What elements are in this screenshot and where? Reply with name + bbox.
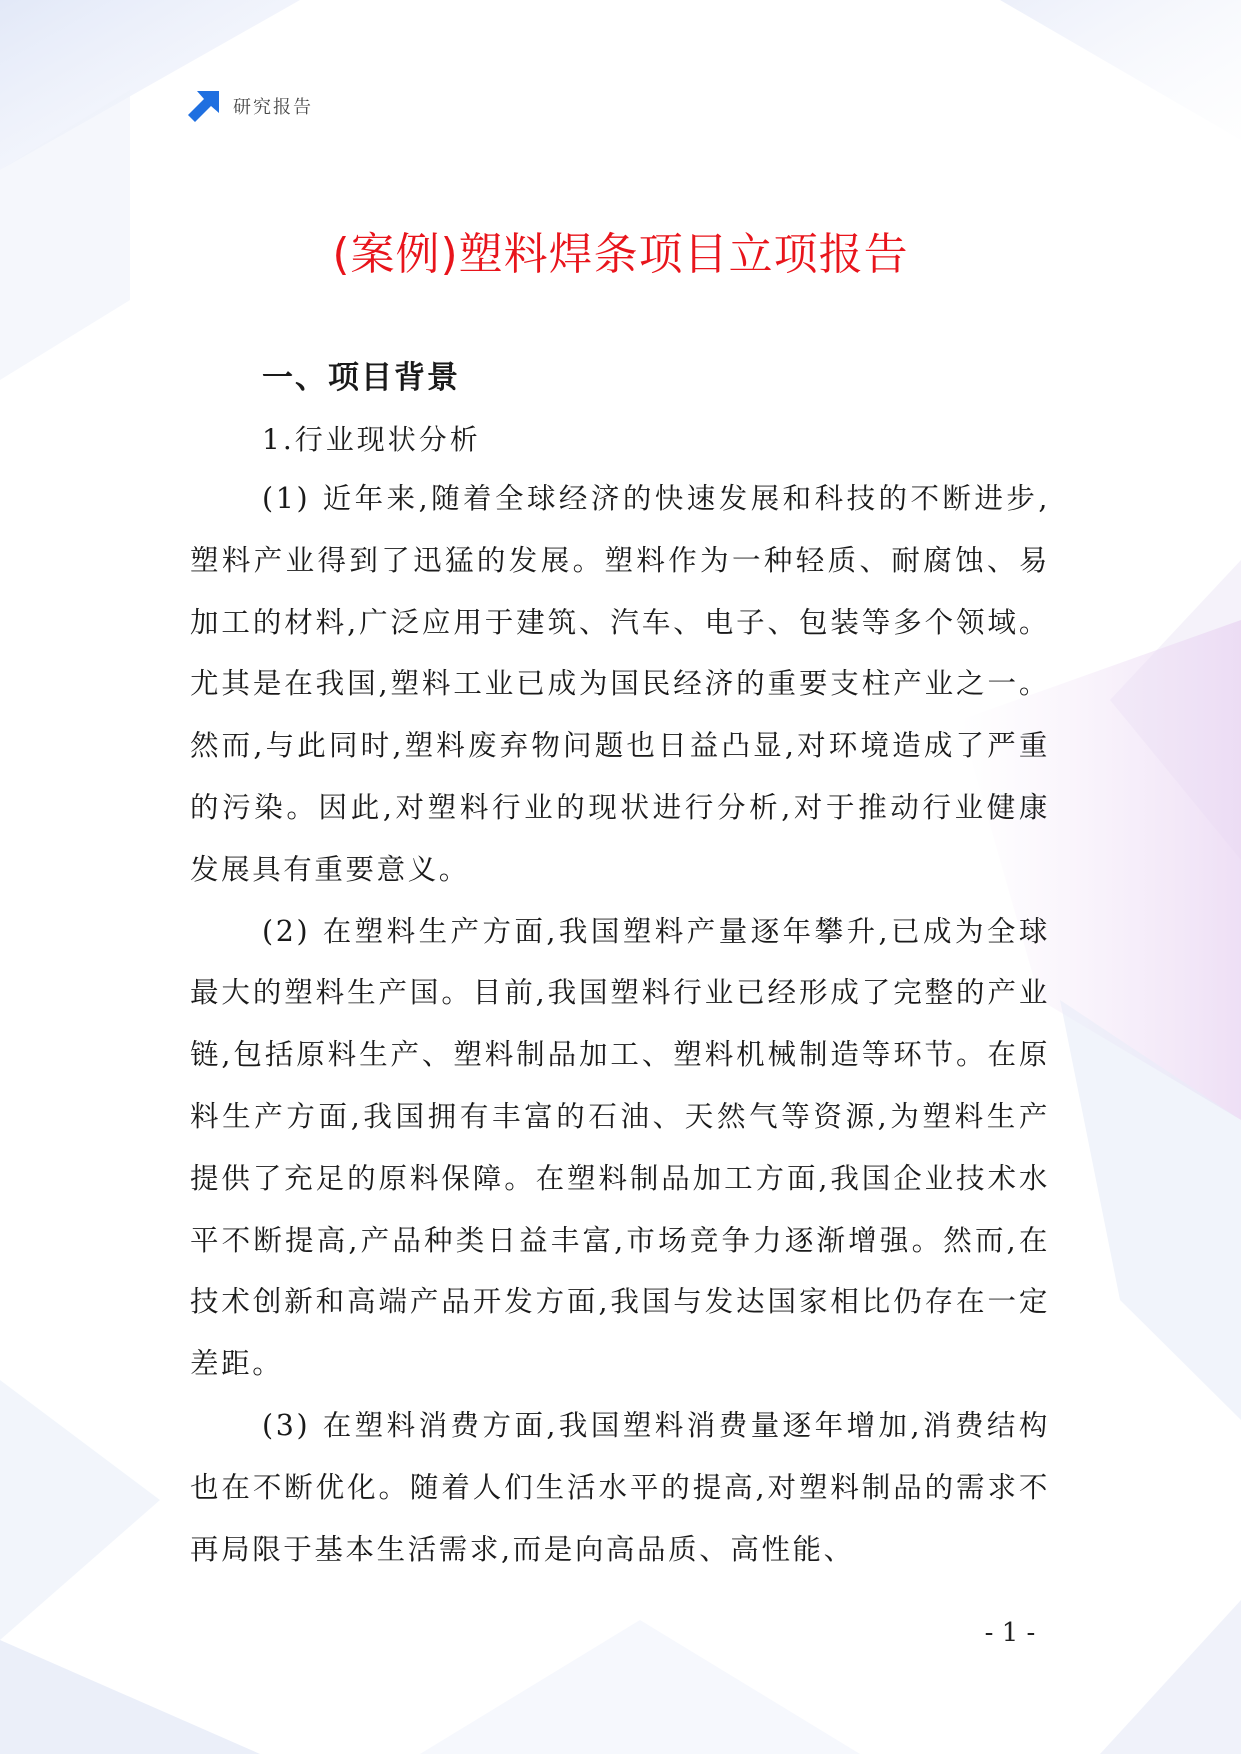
section-heading: 一、项目背景 xyxy=(262,360,460,396)
page-number: - 1 - xyxy=(984,1618,1036,1648)
sub-heading: 1.行业现状分析 xyxy=(262,423,481,456)
document-title: (案例)塑料焊条项目立项报告 xyxy=(332,229,909,280)
paragraph-2: (2) 在塑料生产方面,我国塑料产量逐年攀升,已成为全球最大的塑料生产国。目前,我国塑料行业已经形成了完整的产业链,包括原料生产、塑料制品加工、塑料机械制造等环节。在原料生产方面,我国拥有丰富的石油、天然气等资源,为塑料生产提供了充足的原料保障。在塑料制品加工方面,我国企业技术水平不断提高,产品种类日益丰富,市场竞争力逐渐增强。然而,在技术创新和高端产品开发方面,我国与发达国家相比仍存在一定差距。 xyxy=(190,914,1050,1381)
header-label: 研究报告 xyxy=(233,97,313,118)
arrow-up-right-icon xyxy=(187,89,221,123)
report-header xyxy=(187,88,313,124)
paragraph-3: (3) 在塑料消费方面,我国塑料消费量逐年增加,消费结构也在不断优化。随着人们生活水平的提高,对塑料制品的需求不再局限于基本生活需求,而是向高品质、高性能、 xyxy=(190,1408,1050,1566)
paragraph-1: (1) 近年来,随着全球经济的快速发展和科技的不断进步,塑料产业得到了迅猛的发展。塑料作为一种轻质、耐腐蚀、易加工的材料,广泛应用于建筑、汽车、电子、包装等多个领域。尤其是在我国,塑料工业已成为国民经济的重要支柱产业之一。然而,与此同时,塑料废弃物问题也日益凸显,对环境造成了严重的污染。因此,对塑料行业的现状进行分析,对于推动行业健康发展具有重要意义。 xyxy=(190,482,1050,886)
document-body xyxy=(190,350,1050,1580)
